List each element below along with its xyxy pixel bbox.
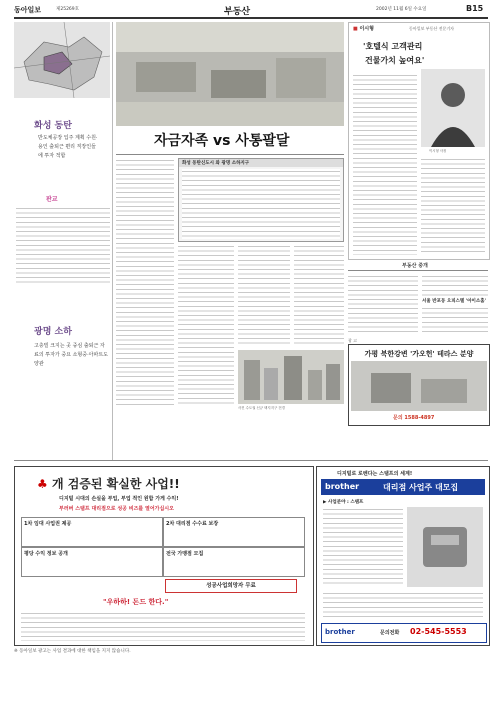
brother-headline: 대리점 사업주 대모집 (383, 483, 459, 492)
stamp-logo-icon: ♣ (37, 477, 52, 491)
terrace-ad-title: 가평 북한강변 '가오헌' 테라스 분양 (364, 350, 474, 358)
section1-title: 화성 동탄 (34, 121, 72, 131)
main-headline: 자금자족 vs 사통팔달 (154, 133, 290, 149)
left-column-divider (112, 22, 113, 460)
brother-terms (323, 591, 483, 619)
person-photo (421, 69, 485, 147)
ad-head: 광 고 (348, 338, 357, 343)
article-col-2 (178, 244, 234, 406)
article-col-1 (116, 158, 174, 406)
section3-caption: 고층빌 크지는 곳 중심 출퇴근 자료의 투자가 중요 소형중·아파트도 양관 (34, 343, 108, 367)
terrace-ad[interactable] (348, 344, 490, 426)
box2-label: 2차 대리점 수수료 보장 (166, 521, 219, 527)
page-header (14, 4, 488, 16)
city-photo-illustration (238, 350, 344, 404)
bottom-ad-headline-text: 개 검증된 확실한 사업!! (51, 477, 180, 491)
brother-subhead: ▶ 사업분야 : 스탬프 (323, 500, 364, 505)
bottom-ad-highlight[interactable]: 성공사업희망자 무료 (165, 579, 297, 593)
section2-body (16, 206, 110, 286)
interview-quote-1: '호텔식 고객관리 (363, 42, 423, 51)
aerial-photo-illustration (116, 22, 344, 126)
bottom-ad-sub1: 디지털 시대의 손실을 부업, 부업 적인 원합 가게 수익! (59, 496, 179, 502)
reporter-tag (353, 25, 374, 32)
issue-number: 제25269호 (56, 7, 80, 12)
section2-label: 판교 (46, 196, 58, 203)
brokerage-rule (348, 270, 488, 271)
section-title: 부동산 (224, 7, 251, 17)
interview-body-1 (353, 73, 417, 255)
comparison-table (178, 158, 344, 242)
city-photo (238, 350, 344, 404)
section3-title: 광명 소하 (34, 327, 72, 337)
terrace-ad-phone: 문의 1588-4897 (393, 415, 435, 421)
city-photo-caption: 사진 수도권 신규 택지지구 전경 (238, 406, 285, 410)
terrace-ad-photo (351, 361, 487, 411)
bottom-ad-right[interactable] (316, 466, 490, 646)
brokerage-text-3 (422, 306, 488, 334)
reporter-marker-icon: ■ (353, 26, 360, 32)
brokerage-text-2 (422, 274, 488, 296)
bottom-ad-sub2: 부러버 스탬프 대리점으로 성공 비즈를 열어가십시오 (59, 506, 174, 512)
bottom-ad-box-3 (21, 547, 163, 577)
page-footer: ※ 동아일보 광고는 사업 결과에 대한 책임을 지지 않습니다. (14, 649, 131, 654)
table-body (182, 169, 340, 239)
brokerage-article2-title: 서울 반포동 오피스텔 '아이소홈' (422, 299, 486, 304)
contact-label: 문의전화 (380, 630, 400, 636)
box3-label: 평당 수익 정보 공개 (24, 551, 68, 557)
map-graphic (14, 22, 110, 98)
brother-top: 디지털로 로벤다는 스탬프의 세계! (337, 471, 413, 477)
article-col-3 (238, 244, 290, 346)
issue-date: 2002년 11월 6일 수요일 (376, 7, 427, 12)
interview-box (348, 22, 490, 260)
brother-logo: brother (325, 482, 360, 491)
bottom-ad-slogan: "우하하! 돈드 한다." (103, 598, 169, 606)
map-illustration (14, 22, 110, 98)
paper-name: 동아일보 (14, 6, 42, 14)
bottom-ad-fineprint (21, 611, 305, 641)
bottom-ad-left[interactable] (14, 466, 314, 646)
article-col-4 (294, 244, 344, 346)
reporter-title: 동아일보 부동산 전문기자 (409, 26, 455, 31)
interview-quote-2: 건물가치 높여요' (365, 56, 425, 65)
section1-caption: 반도체공장 입주 계획 수원·용인 출퇴근 편리 직장인들에 투자 적합 (38, 135, 98, 159)
box4-label: 전국 가맹점 모집 (166, 551, 204, 557)
brother-product-photo (407, 507, 483, 587)
brother-details (323, 507, 403, 587)
bottom-ad-headline (37, 475, 180, 492)
headline-rule (116, 154, 344, 155)
bottom-ad-box-4 (163, 547, 305, 577)
table-title: 화성 동탄신도시 와 광명 소하지구 (179, 159, 343, 167)
box1-label: 1차 임대 사업권 제공 (24, 521, 72, 527)
brokerage-head: 부동산 중개 (402, 263, 428, 269)
bottom-ad-box-1 (21, 517, 163, 547)
stamp-product-illustration (407, 507, 483, 587)
brother-banner (321, 479, 485, 495)
reporter-name: 이시형 (359, 26, 374, 32)
bottom-ad-box-2 (163, 517, 305, 547)
aerial-photo (116, 22, 344, 126)
header-rule (14, 17, 488, 19)
brother-contact[interactable] (321, 623, 487, 643)
contact-phone[interactable]: 02-545-5553 (410, 627, 467, 636)
portrait-caption: 이시형 사장 (429, 149, 447, 153)
page-number: B15 (466, 4, 484, 13)
brokerage-text-1 (348, 274, 418, 334)
article-bottom-rule (14, 460, 488, 461)
brother-footer-logo: brother (325, 628, 355, 636)
interview-body-2 (421, 157, 485, 255)
interview-portrait (421, 69, 485, 147)
